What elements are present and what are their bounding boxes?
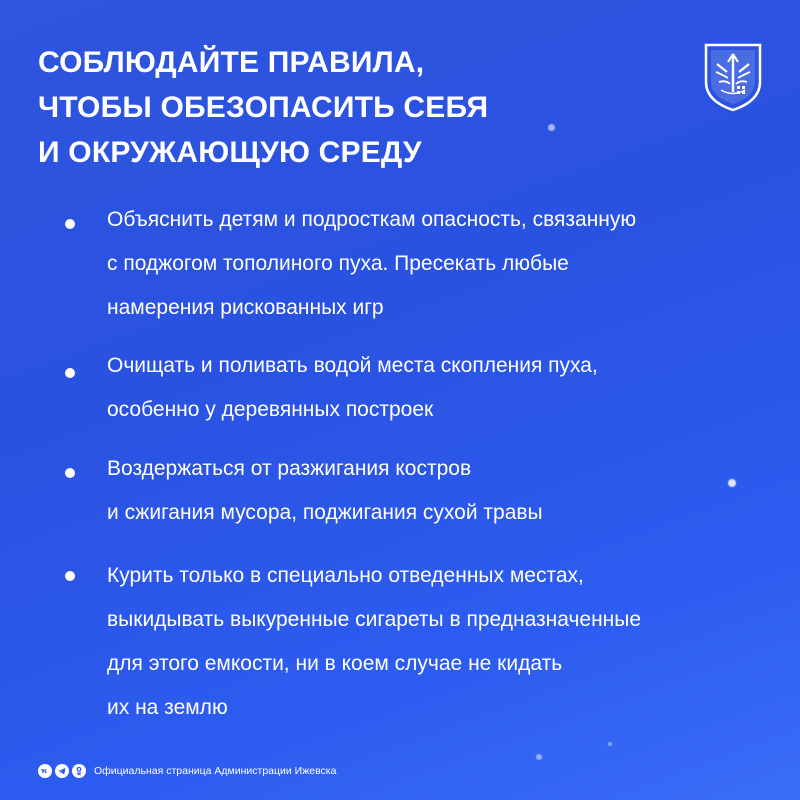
list-item-line: Курить только в специально отведенных местах, [107, 564, 584, 587]
list-item-line: их на землю [107, 696, 228, 719]
list-item-line: для этого емкости, ни в коем случае не кидать [107, 652, 563, 675]
bullet-icon [65, 219, 75, 229]
footer [38, 762, 336, 780]
list-item-line: намерения рискованных игр [107, 296, 384, 319]
bullet-icon [65, 571, 75, 581]
telegram-icon[interactable] [55, 764, 69, 778]
title-line: ЧТОБЫ ОБЕЗОПАСИТЬ СЕБЯ [38, 91, 489, 124]
list-item-line: Очищать и поливать водой места скопления пуха, [107, 354, 598, 377]
list-item-line: Объяснить детям и подросткам опасность, связанную [107, 208, 637, 231]
bullet-icon [65, 468, 75, 478]
list-item-text [107, 554, 767, 730]
title-line: СОБЛЮДАЙТЕ ПРАВИЛА, [38, 46, 425, 79]
bullet-icon [65, 368, 75, 378]
footer-caption: Официальная страница Администрации Ижевска [94, 765, 337, 777]
list-item-text [107, 447, 767, 535]
list-item-line: Воздержаться от разжигания костров [107, 457, 472, 480]
list-item-line: выкидывать выкуренные сигареты в предназначенные [107, 608, 642, 631]
ok-icon[interactable] [72, 764, 86, 778]
title-line: И ОКРУЖАЮЩУЮ СРЕДУ [38, 136, 422, 169]
list-item-line: и сжигания мусора, поджигания сухой травы [107, 501, 543, 524]
list-item-text [107, 198, 767, 330]
list-item-line: с поджогом тополиного пуха. Пресекать любые [107, 252, 569, 275]
vk-icon[interactable] [38, 764, 52, 778]
list-item-text [107, 344, 767, 432]
list-item-line: особенно у деревянных построек [107, 398, 434, 421]
